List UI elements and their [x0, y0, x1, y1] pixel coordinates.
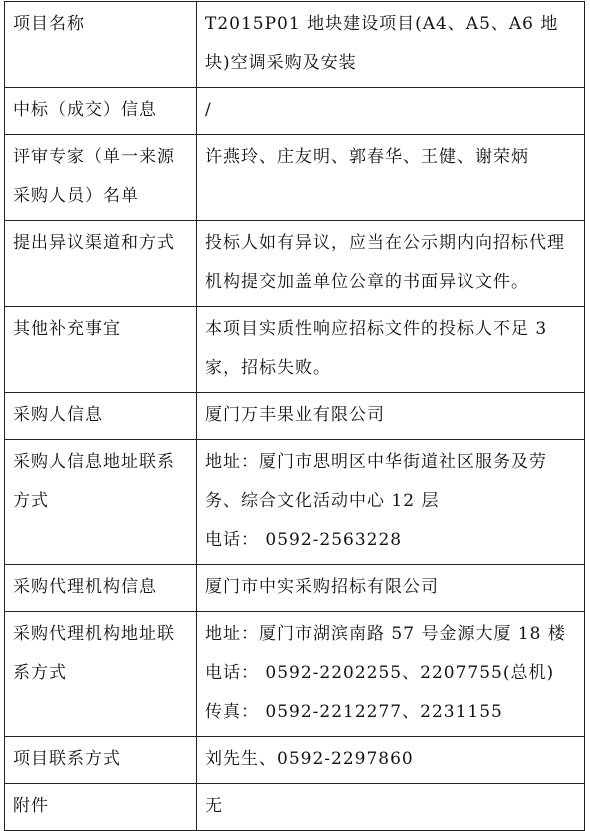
value-line: 无	[205, 796, 223, 816]
table-row-project-name	[5, 2, 585, 88]
value-line: 投标人如有异议，应当在公示期内向招标代理机构提交加盖单位公章的书面异议文件。	[205, 233, 565, 292]
table-row-purchaser-contact	[5, 440, 585, 565]
table-row-purchaser	[5, 393, 585, 440]
row-label: 采购代理机构地址联系方式	[5, 612, 197, 737]
row-label: 附件	[5, 784, 197, 831]
value-line: 电话： 0592-2202255、2207755(总机)	[205, 663, 555, 683]
table-row-agency	[5, 565, 585, 612]
table-row-experts	[5, 135, 585, 221]
value-line: 地址：厦门市思明区中华街道社区服务及劳务、综合文化活动中心 12 层	[205, 452, 547, 511]
row-label: 中标（成交）信息	[5, 88, 197, 135]
row-label: 项目联系方式	[5, 737, 197, 784]
row-value	[197, 784, 585, 831]
table-row-other-matters	[5, 307, 585, 393]
value-line: /	[205, 100, 212, 120]
value-line: 本项目实质性响应招标文件的投标人不足 3 家，招标失败。	[205, 319, 548, 378]
row-value	[197, 2, 585, 88]
table-row-project-contact	[5, 737, 585, 784]
row-value	[197, 221, 585, 307]
row-label: 项目名称	[5, 2, 197, 88]
value-line: 刘先生、0592-2297860	[205, 749, 414, 769]
value-line: T2015P01 地块建设项目(A4、A5、A6 地块)空调采购及安装	[205, 14, 559, 73]
row-value	[197, 393, 585, 440]
row-value	[197, 307, 585, 393]
row-label: 采购代理机构信息	[5, 565, 197, 612]
value-line: 厦门市中实采购招标有限公司	[205, 577, 439, 597]
row-label: 采购人信息地址联系方式	[5, 440, 197, 565]
row-label: 提出异议渠道和方式	[5, 221, 197, 307]
table-row-attachment	[5, 784, 585, 831]
row-value	[197, 612, 585, 737]
table-row-agency-contact	[5, 612, 585, 737]
row-value	[197, 88, 585, 135]
row-value	[197, 565, 585, 612]
row-value	[197, 135, 585, 221]
row-label: 采购人信息	[5, 393, 197, 440]
value-line: 厦门万丰果业有限公司	[205, 405, 385, 425]
row-value	[197, 440, 585, 565]
value-line: 传真： 0592-2212277、2231155	[205, 702, 503, 722]
table-row-objection-channel	[5, 221, 585, 307]
value-line: 许燕玲、庄友明、郭春华、王健、谢荣炳	[205, 147, 529, 167]
row-value	[197, 737, 585, 784]
table-row-award-info	[5, 88, 585, 135]
row-label: 评审专家（单一来源采购人员）名单	[5, 135, 197, 221]
value-line: 电话： 0592-2563228	[205, 530, 403, 550]
row-label: 其他补充事宜	[5, 307, 197, 393]
announcement-info-table	[4, 1, 585, 831]
value-line: 地址：厦门市湖滨南路 57 号金源大厦 18 楼	[205, 624, 566, 644]
